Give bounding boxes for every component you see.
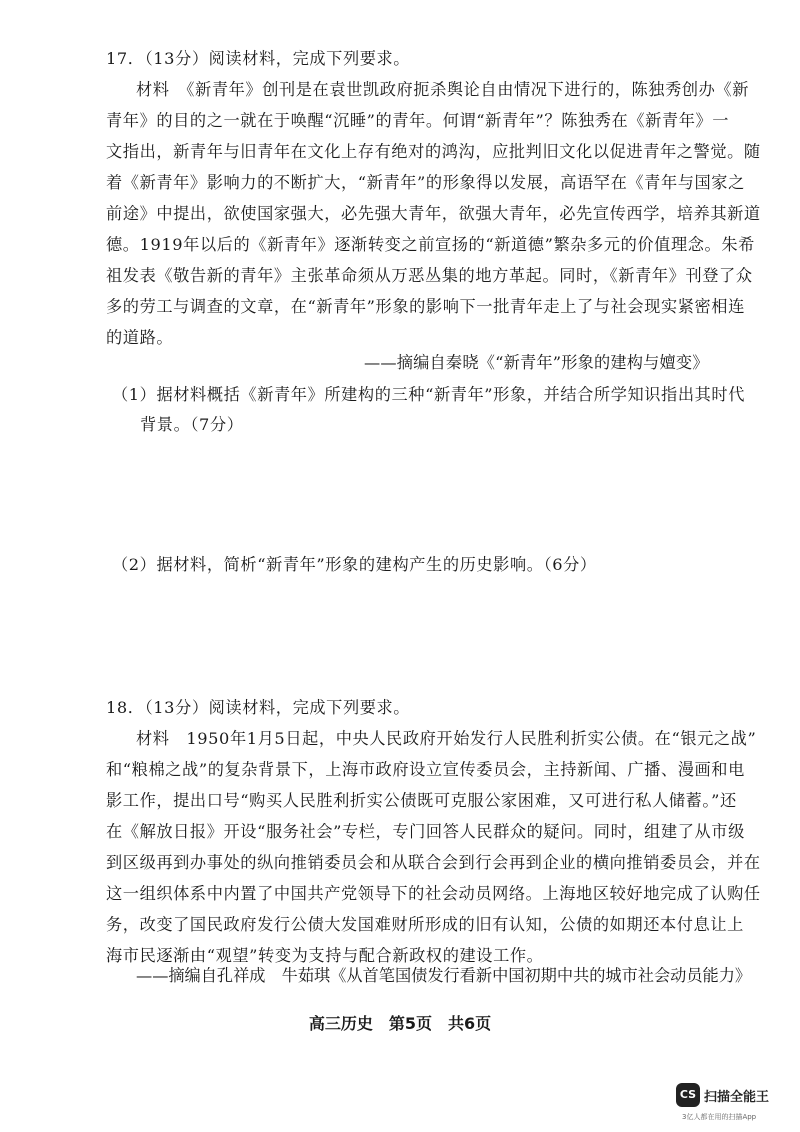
q18-material-line: 务，改变了国民政府发行公债大发国难财所形成的旧有认知，公债的如期还本付息让上 xyxy=(106,915,744,934)
q17-material-line: 德。1919年以后的《新青年》逐渐转变之前宣扬的“新道德”繁杂多元的价值理念。朱希 xyxy=(106,235,755,254)
q17-sub-question-1: （1）据材料概括《新青年》所建构的三种“新青年”形象，并结合所学知识指出其时代 xyxy=(112,385,745,404)
q17-material-line: 祖发表《敬告新的青年》主张革命须从万恶丛集的地方革起。同时，《新青年》刊登了众 xyxy=(106,266,753,285)
q17-sub-question-2: （2）据材料，简析“新青年”形象的建构产生的历史影响。（6分） xyxy=(112,555,597,574)
q18-header: 18．（13分）阅读材料，完成下列要求。 xyxy=(106,698,411,717)
q18-material-line: 和“粮棉之战”的复杂背景下，上海市政府设立宣传委员会，主持新闻、广播、漫画和电 xyxy=(106,760,745,779)
q18-material-line: 材料 1950年1月5日起，中央人民政府开始发行人民胜利折实公债。在“银元之战” xyxy=(136,729,757,748)
q18-material-line: 这一组织体系中内置了中国共产党领导下的社会动员网络。上海地区较好地完成了认购任 xyxy=(106,884,761,903)
q17-material-line: 青年》的目的之一就在于唤醒“沉睡”的青年。何谓“新青年”？陈独秀在《新青年》一 xyxy=(106,111,730,130)
q18-material-line: 到区级再到办事处的纵向推销委员会和从联合会到行会再到企业的横向推销委员会，并在 xyxy=(106,853,761,872)
q18-source: ——摘编自孔祥成 牛茹琪《从首笔国债发行看新中国初期中共的城市社会动员能力》 xyxy=(136,966,752,985)
q17-source: ——摘编自秦晓《“新青年”形象的建构与嬗变》 xyxy=(364,353,709,372)
q18-material-line: 影工作，提出口号“购买人民胜利折实公债既可克服公家困难，又可进行私人储蓄。”还 xyxy=(106,791,737,810)
page-footer: 高三历史 第5页 共6页 xyxy=(308,1014,492,1033)
q17-material-line: 文指出，新青年与旧青年在文化上存有绝对的鸿沟，应批判旧文化以促进青年之警觉。随 xyxy=(106,142,761,161)
q17-material-line: 多的劳工与调查的文章，在“新青年”形象的影响下一批青年走上了与社会现实紧密相连 xyxy=(106,297,745,316)
q17-material-line: 前途》中提出，欲使国家强大，必先强大青年，欲强大青年，必先宣传西学，培养其新道 xyxy=(106,204,761,223)
q17-material-line: 着《新青年》影响力的不断扩大，“新青年”的形象得以发展，高语罕在《青年与国家之 xyxy=(106,173,745,192)
q18-material-line: 在《解放日报》开设“服务社会”专栏，专门回答人民群众的疑问。同时，组建了从市级 xyxy=(106,822,745,841)
q17-sub-question-1-cont: 背景。（7分） xyxy=(140,415,244,434)
q17-material-line: 的道路。 xyxy=(106,328,174,347)
camscanner-logo-icon: CS xyxy=(676,1083,700,1107)
watermark-tagline: 3亿人都在用的扫描App xyxy=(682,1113,757,1121)
q17-header: 17．（13分）阅读材料，完成下列要求。 xyxy=(106,49,411,68)
scanner-watermark xyxy=(676,1083,788,1123)
watermark-app-name: 扫描全能王 xyxy=(704,1090,770,1105)
q17-material-line: 材料 《新青年》创刊是在袁世凯政府扼杀舆论自由情况下进行的，陈独秀创办《新 xyxy=(136,80,750,99)
q18-material-line: 海市民逐渐由“观望”转变为支持与配合新政权的建设工作。 xyxy=(106,946,544,965)
